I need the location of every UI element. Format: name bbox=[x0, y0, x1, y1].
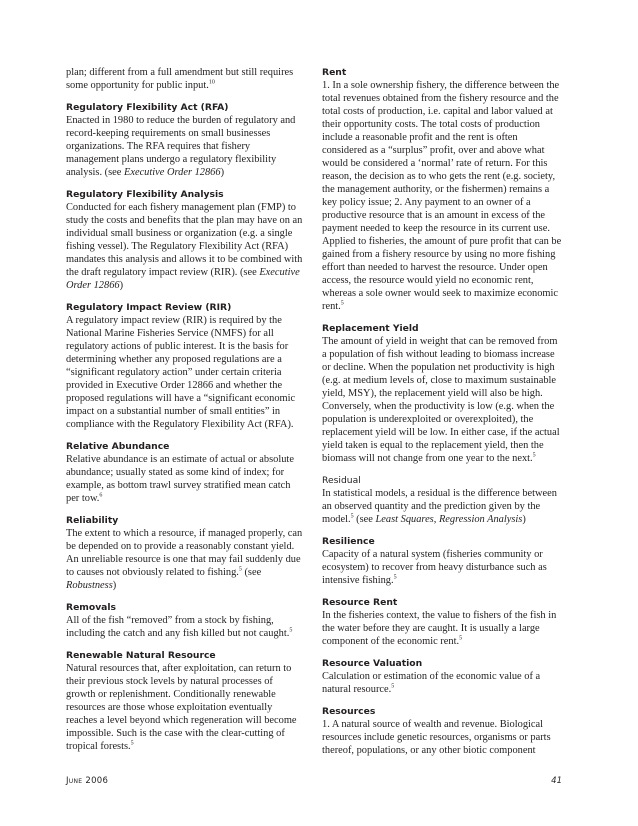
definition-text: 1. In a sole ownership fishery, the difference between the total revenues obtained from the fishery resource and the total costs of production, i.e. capital and labor valued at their opportunity costs. The total costs of production include a reasonable profit and the rent is often considered as a “surplus” profit, over and above what would be considered a ‘normal’ rate of return. For this reason, the decision as to who gets the rent (e.g. society, the management authority, or the fishermen) remains a key policy issue; 2. Any payment to an owner of a productive resource that is an amount in excess of the payment needed to keep the resource in its current use. Applied to fisheries, the amount of pure profit that can be gained from a fishery resource by using no more fishing effort than needed to harvest the resource. Under open access, the resource would yield no economic rent, whereas a sole owner would seek to maximize economic rent. bbox=[322, 80, 562, 312]
glossary-definition bbox=[66, 114, 304, 179]
glossary-definition bbox=[322, 718, 562, 757]
glossary-entry-replacement-yield bbox=[322, 322, 562, 465]
definition-text: The amount of yield in weight that can be removed from a population of fish without leading to biomass increase or decline. When the population net productivity is high (e.g. at medium levels of, close to maximum sustainable yield, MSY), the replacement yield will also be high. Conversely, when the productivity is low (e.g. when the population is underexploited or overexploited), the replacement yield will be low. In either case, if the actual yield taken is equal to the replacement yield, then the biomass will not change from one year to the next. bbox=[322, 336, 560, 464]
glossary-definition bbox=[322, 335, 562, 465]
glossary-term: Reliability bbox=[66, 515, 119, 526]
cross-reference: Regression Analysis bbox=[438, 514, 523, 525]
definition-text: ) bbox=[119, 280, 124, 291]
definition-text: In the fisheries context, the value to fishers of the fish in the water before they are caught. It is usually a large component of the economic rent. bbox=[322, 610, 557, 647]
glossary-term: Residual bbox=[322, 475, 361, 486]
definition-text: Natural resources that, after exploitation, can return to their previous stock levels by natural processes of growth or replenishment. Conditionally renewable resources are those whose exploitation eventually reaches a level beyond which regeneration will become impossible. Such is the case with the clear-cutting of tropical forests. bbox=[66, 663, 297, 752]
glossary-term: Resilience bbox=[322, 536, 375, 547]
cross-reference: Executive Order 12866 bbox=[66, 267, 300, 291]
glossary-entry-continuation bbox=[66, 66, 304, 92]
glossary-entry-resource-valuation bbox=[322, 657, 562, 696]
glossary-definition bbox=[322, 609, 562, 648]
footnote-reference: 6 bbox=[99, 492, 103, 499]
glossary-definition bbox=[66, 527, 304, 592]
definition-text: Enacted in 1980 to reduce the burden of regulatory and record-keeping requirements on small businesses organizations. The RFA requires that fishery management plans undergo a regulatory flexibility analysis. (see bbox=[66, 115, 296, 178]
glossary-entry-resilience bbox=[322, 535, 562, 587]
definition-text: Capacity of a natural system (fisheries community or ecosystem) to recover from heavy disturbance such as intensive fishing. bbox=[322, 549, 547, 586]
definition-text: 1. A natural source of wealth and revenue. Biological resources include genetic resources, organisms or parts thereof, populations, or any other biotic component bbox=[322, 719, 551, 756]
glossary-entry-renewable-natural-resource bbox=[66, 649, 304, 753]
glossary-definition bbox=[322, 79, 562, 313]
footnote-reference: 5 bbox=[350, 513, 354, 520]
glossary-term: Regulatory Flexibility Analysis bbox=[66, 189, 224, 200]
footer-page-number: 41 bbox=[551, 776, 562, 786]
definition-text: ) bbox=[220, 167, 225, 178]
glossary-term: Resource Rent bbox=[322, 597, 398, 608]
glossary-term: Resource Valuation bbox=[322, 658, 423, 669]
glossary-definition bbox=[66, 662, 304, 753]
glossary-definition bbox=[322, 487, 562, 526]
glossary-definition bbox=[66, 453, 304, 505]
cross-reference: Robustness bbox=[66, 580, 113, 591]
definition-text: Relative abundance is an estimate of actual or absolute abundance; usually stated as some kind of index; for example, as bottom trawl survey stratified mean catch per tow. bbox=[66, 454, 294, 504]
glossary-term: Relative Abundance bbox=[66, 441, 170, 452]
glossary-entry-regulatory-flexibility-analysis bbox=[66, 188, 304, 292]
definition-text: (see bbox=[353, 514, 376, 525]
glossary-definition bbox=[322, 548, 562, 587]
glossary-definition bbox=[66, 614, 304, 640]
definition-text: The extent to which a resource, if managed properly, can be depended on to provide a reasonably constant yield. An unreliable resource is one that may fail suddenly due to causes not obviously related to fishing. bbox=[66, 528, 303, 578]
glossary-entry-relative-abundance bbox=[66, 440, 304, 505]
glossary-term: Regulatory Impact Review (RIR) bbox=[66, 302, 232, 313]
footnote-reference: 5 bbox=[130, 740, 134, 747]
glossary-definition bbox=[66, 314, 304, 431]
definition-text: ) bbox=[112, 580, 117, 591]
left-column bbox=[66, 66, 304, 762]
footnote-reference: 5 bbox=[459, 635, 463, 642]
footnote-reference: 5 bbox=[289, 627, 293, 634]
definition-text: plan; different from a full amendment but still requires some opportunity for public input. bbox=[66, 67, 294, 91]
definition-text: A regulatory impact review (RIR) is required by the National Marine Fisheries Service (NMFS) for all regulatory actions of public interest. It is the basis for determining whether any proposed regulations are a “significant regulatory action” under certain criteria provided in Executive Order 12866 and whether the proposed regulations will have a “significant economic impact on a substantial number of small entities” in compliance with the Regulatory Flexibility Act (RFA). bbox=[66, 315, 296, 430]
glossary-definition bbox=[66, 66, 304, 92]
glossary-entry-rent bbox=[322, 66, 562, 313]
footnote-reference: 10 bbox=[208, 79, 215, 86]
glossary-definition bbox=[66, 201, 304, 292]
definition-text: In statistical models, a residual is the difference between an observed quantity and the prediction given by the model. bbox=[322, 488, 557, 525]
footnote-reference: 5 bbox=[391, 683, 395, 690]
right-column bbox=[322, 66, 562, 766]
glossary-term: Rent bbox=[322, 67, 347, 78]
footnote-reference: 5 bbox=[532, 452, 536, 459]
definition-text: ) bbox=[522, 514, 526, 525]
definition-text: , bbox=[433, 514, 439, 525]
definition-text: All of the fish “removed” from a stock by fishing, including the catch and any fish killed but not caught. bbox=[66, 615, 290, 639]
footer-date: June 2006 bbox=[66, 776, 109, 786]
glossary-term: Renewable Natural Resource bbox=[66, 650, 216, 661]
glossary-entry-regulatory-flexibility-act-rfa bbox=[66, 101, 304, 179]
glossary-term: Regulatory Flexibility Act (RFA) bbox=[66, 102, 229, 113]
glossary-entry-resources bbox=[322, 705, 562, 757]
glossary-entry-removals bbox=[66, 601, 304, 640]
cross-reference: Least Squares bbox=[375, 514, 434, 525]
glossary-term: Removals bbox=[66, 602, 116, 613]
definition-text: Calculation or estimation of the economic value of a natural resource. bbox=[322, 671, 541, 695]
cross-reference: Executive Order 12866 bbox=[124, 167, 221, 178]
definition-text: (see bbox=[241, 567, 262, 578]
glossary-term: Resources bbox=[322, 706, 376, 717]
glossary-entry-regulatory-impact-review-rir bbox=[66, 301, 304, 431]
glossary-entry-reliability bbox=[66, 514, 304, 592]
glossary-entry-residual bbox=[322, 474, 562, 526]
footnote-reference: 5 bbox=[238, 566, 242, 573]
footnote-reference: 5 bbox=[340, 300, 344, 307]
glossary-definition bbox=[322, 670, 562, 696]
definition-text: Conducted for each fishery management plan (FMP) to study the costs and benefits that the plan may have on an individual small business or organization (e.g. a single fishing vessel). The Regulatory Flexibility Act (RFA) mandates this analysis and allows it to be combined with the draft regulatory impact review (RIR). (see bbox=[66, 202, 303, 278]
footnote-reference: 5 bbox=[393, 574, 397, 581]
glossary-entry-resource-rent bbox=[322, 596, 562, 648]
glossary-term: Replacement Yield bbox=[322, 323, 419, 334]
